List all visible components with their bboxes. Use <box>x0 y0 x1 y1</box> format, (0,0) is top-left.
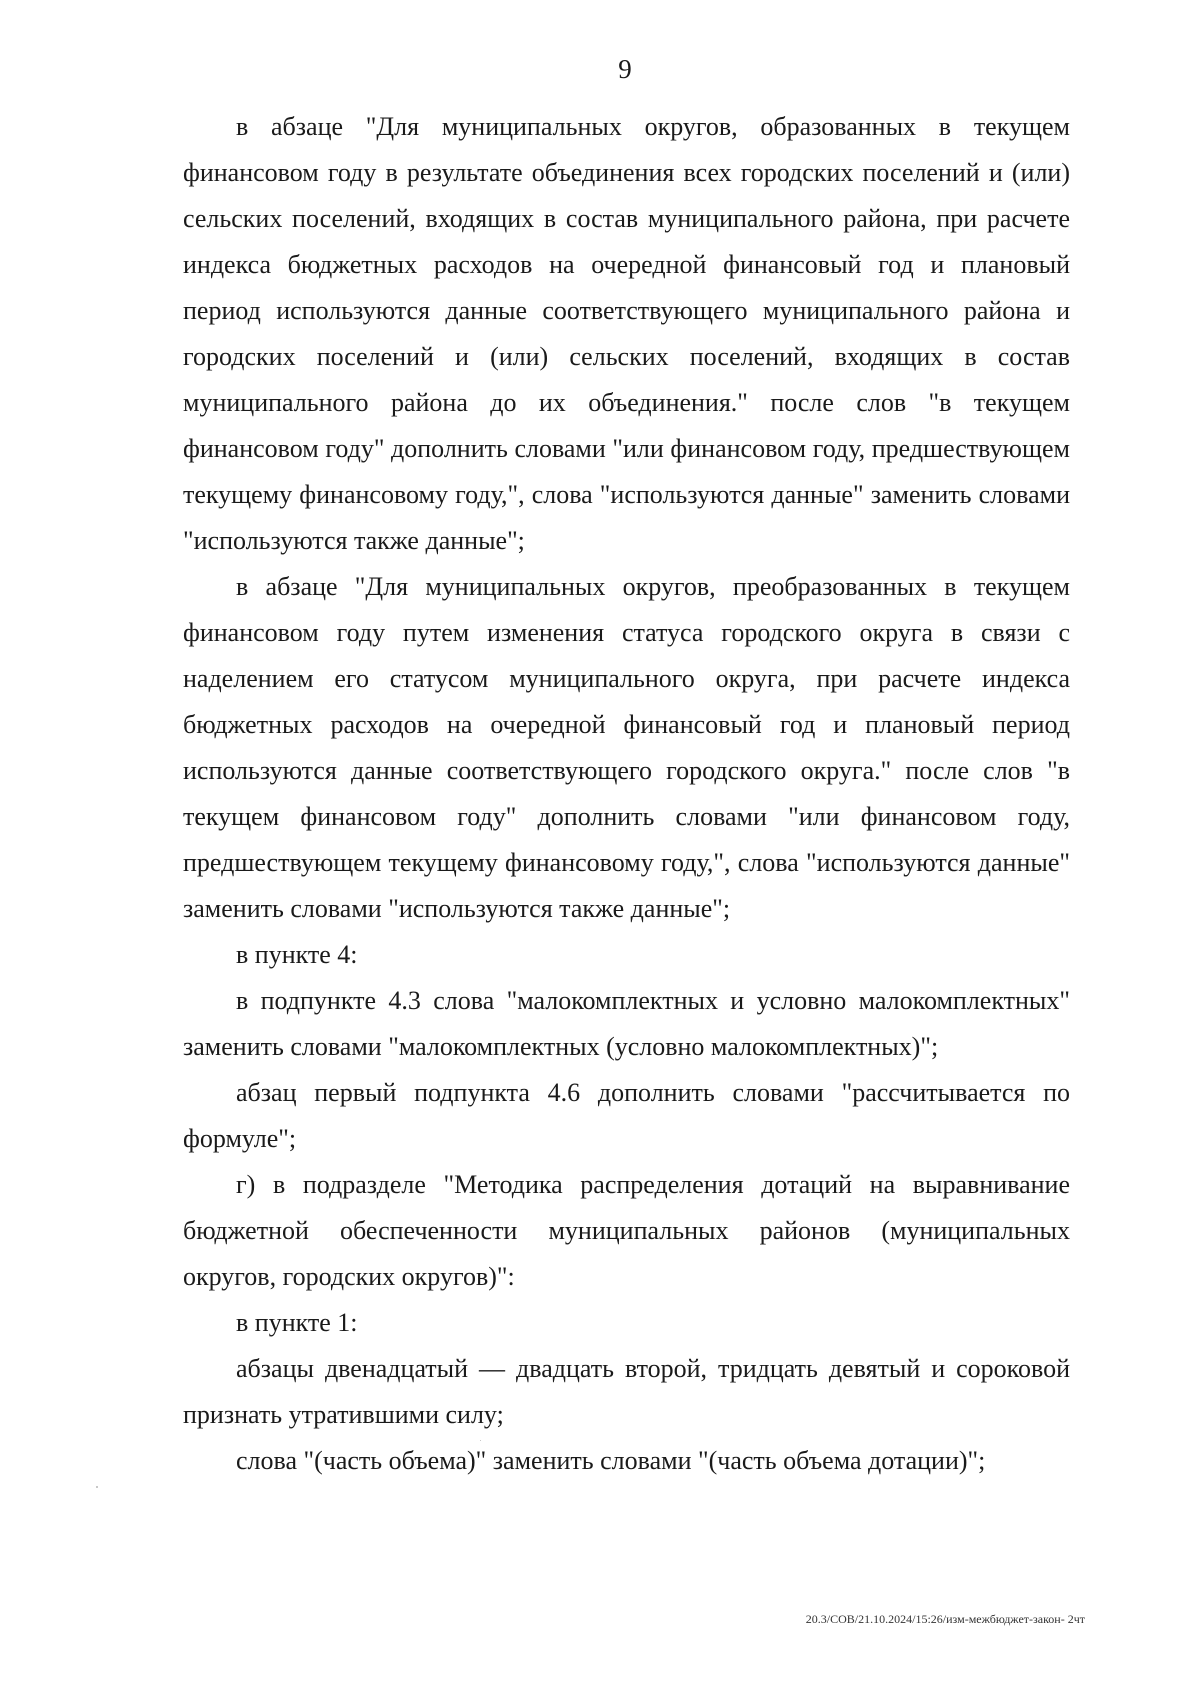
paragraph: в абзаце "Для муниципальных округов, преобразованных в текущем финансовом году путем изменения статуса городского округа в связи с наделением его статусом муниципального округа, при расчете индекса бюджетных расходов на очередной финансовый год и плановый период используются данные соответствующего городского округа." после слов "в текущем финансовом году" дополнить словами "или финансовом году, предшествующем текущему финансовому году,", слова "используются данные" заменить словами "используются также данные"; <box>183 572 1070 923</box>
page-number: 9 <box>618 54 632 84</box>
paragraph: г) в подразделе "Методика распределения дотаций на выравнивание бюджетной обеспеченности муниципальных районов (муниципальных округов, городских округов)": <box>183 1170 1070 1291</box>
paragraph: в абзаце "Для муниципальных округов, образованных в текущем финансовом году в результате объединения всех городских поселений и (или) сельских поселений, входящих в состав муниципального района, при расчете индекса бюджетных расходов на очередной финансовый год и плановый период используются данные соответствующего муниципального района и городских поселений и (или) сельских поселений, входящих в состав муниципального района до их объединения." после слов "в текущем финансовом году" дополнить словами "или финансовом году, предшествующем текущему финансовому году,", слова "используются данные" заменить словами "используются также данные"; <box>183 112 1070 555</box>
paragraph: в пункте 1: <box>236 1308 358 1337</box>
document-footer-code: 20.3/СОВ/21.10.2024/15:26/изм-межбюджет-закон- 2чт <box>805 1612 1085 1626</box>
scan-artifact <box>96 1486 98 1488</box>
paragraph: в пункте 4: <box>236 940 358 969</box>
paragraph: абзац первый подпункта 4.6 дополнить словами "рассчитывается по формуле"; <box>183 1078 1070 1153</box>
document-body <box>183 104 1070 1484</box>
paragraph: слова "(часть объема)" заменить словами "(часть объема дотации)"; <box>236 1446 986 1475</box>
paragraph: абзацы двенадцатый — двадцать второй, тридцать девятый и сороковой признать утратившими силу; <box>183 1354 1070 1429</box>
paragraph: в подпункте 4.3 слова "малокомплектных и условно малокомплектных" заменить словами "малокомплектных (условно малокомплектных)"; <box>183 986 1070 1061</box>
scan-artifact <box>480 1440 481 1441</box>
